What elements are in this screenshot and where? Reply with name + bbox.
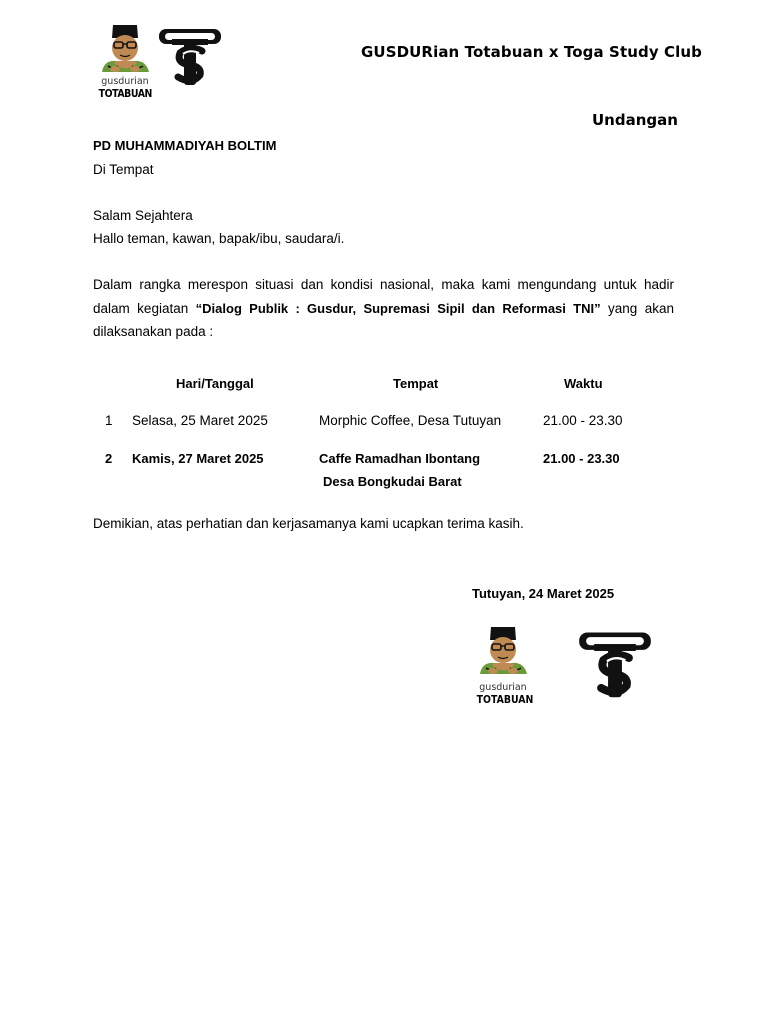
intro-paragraph <box>93 273 674 344</box>
ts-monogram-icon <box>158 27 222 89</box>
row-place: Morphic Coffee, Desa Tutuyan <box>319 413 502 428</box>
place-date: Tutuyan, 24 Maret 2025 <box>472 586 615 601</box>
totabuan-logo-text: TOTABUAN <box>98 87 152 100</box>
gusdurian-totabuan-logo-signature <box>472 624 534 710</box>
row-time: 21.00 - 23.30 <box>543 451 620 466</box>
toga-study-club-logo <box>158 27 222 89</box>
closing-sentence: Demikian, atas perhatian dan kerjasamanya kami ucapkan terima kasih. <box>93 516 524 531</box>
table-header-time: Waktu <box>564 376 603 391</box>
letter-type-heading: Undangan <box>592 111 678 129</box>
salutation: Salam Sejahtera <box>93 208 193 223</box>
table-header-place: Tempat <box>393 376 439 391</box>
organizer-title: GUSDURian Totabuan x Toga Study Club <box>361 43 702 61</box>
event-title: “Dialog Publik : Gusdur, Supremasi Sipil dan Reformasi TNI” <box>195 300 601 316</box>
toga-study-club-logo-signature <box>578 630 652 702</box>
gusdurian-logo-text: gusdurian <box>101 76 149 87</box>
gusdurian-figure-icon <box>472 624 534 684</box>
recipient: PD MUHAMMADIYAH BOLTIM <box>93 138 277 153</box>
ts-monogram-icon <box>578 630 652 702</box>
row-date: Kamis, 27 Maret 2025 <box>132 451 264 466</box>
row-number: 1 <box>105 413 113 428</box>
table-header-date: Hari/Tanggal <box>176 376 254 391</box>
row-place: Caffe Ramadhan Ibontang <box>319 451 481 466</box>
gusdurian-logo-text: gusdurian <box>479 682 527 693</box>
row-date: Selasa, 25 Maret 2025 <box>132 413 268 428</box>
row-time: 21.00 - 23.30 <box>543 413 623 428</box>
intro-suffix: yang akan dilaksanakan pada : <box>93 300 675 339</box>
greeting: Hallo teman, kawan, bapak/ibu, saudara/i. <box>93 231 345 246</box>
intro-prefix: Dalam rangka merespon situasi dan kondisi nasional, maka kami mengundang untuk hadir dalam kegiatan <box>93 277 674 316</box>
row-place-line-2: Desa Bongkudai Barat <box>323 474 462 489</box>
gusdurian-totabuan-logo <box>94 22 156 102</box>
totabuan-logo-text: TOTABUAN <box>476 693 534 706</box>
row-number: 2 <box>105 451 113 466</box>
recipient-location: Di Tempat <box>93 162 154 177</box>
